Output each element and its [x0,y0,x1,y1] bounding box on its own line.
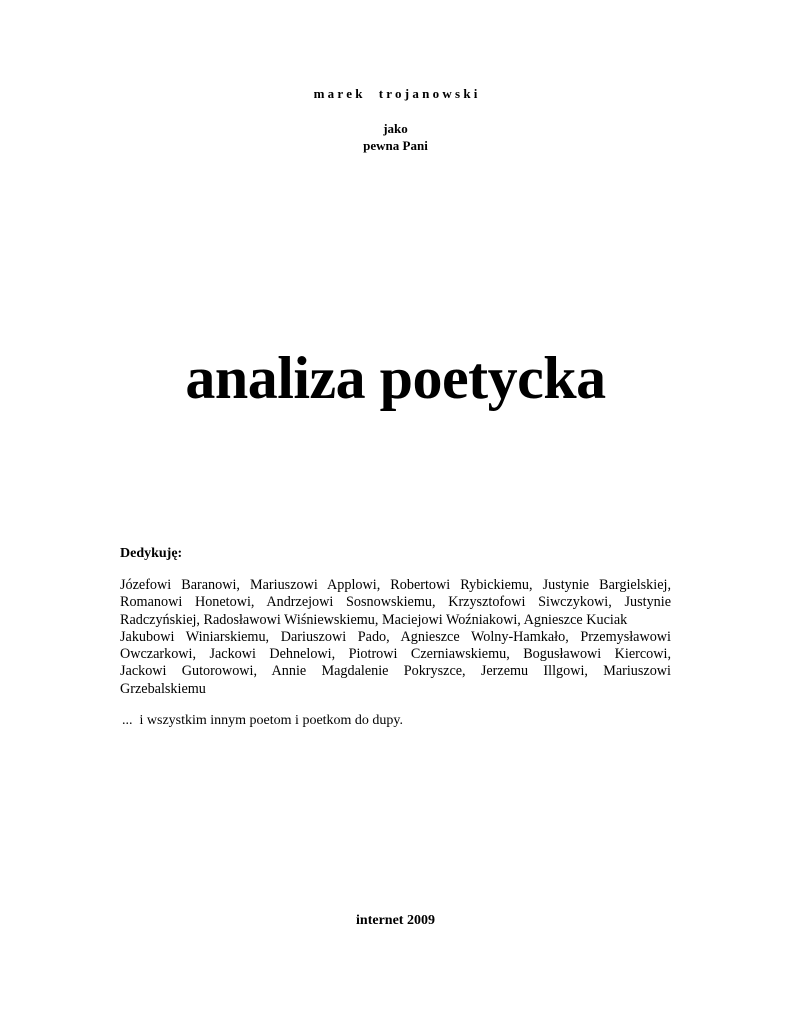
subtitle-line-2: pewna Pani [363,138,428,153]
document-title: analiza poetycka [185,345,606,411]
footer-text: internet 2009 [356,913,435,928]
dedication-text [120,577,671,698]
dedication-line: Jakubowi Winiarskiemu, Dariuszowi Pado, Agnieszce Wolny-Hamkało, Przemysławowi [120,628,671,645]
dedication-line: Józefowi Baranowi, Mariuszowi Applowi, Robertowi Rybickiemu, Justynie Bargielskiej, [120,577,671,593]
dedication-line: Grzebalskiemu [120,680,206,697]
dedication-line: Radczyńskiej, Radosławowi Wiśniewskiemu, Maciejowi Woźniakowi, Agnieszce Kuciak [120,611,628,628]
dedication-line: Romanowi Honetowi, Andrzejowi Sosnowskiemu, Krzysztofowi Siwczykowi, Justynie [120,594,671,611]
dedication-line: Jackowi Gutorowowi, Annie Magdalenie Pokryszce, Jerzemu Illgowi, Mariuszowi [120,663,671,680]
dedication-closing: ... i wszystkim innym poetom i poetkom do dupy. [122,713,404,728]
author-name: m a r e k t r o j a n o w s k i [313,86,478,101]
dedication-line: Owczarkowi, Jackowi Dehnelowi, Piotrowi Czerniawskiemu, Bogusławowi Kiercowi, [120,646,671,663]
dedication-heading: Dedykuję: [120,546,183,561]
subtitle-line-1: jako [383,121,408,136]
